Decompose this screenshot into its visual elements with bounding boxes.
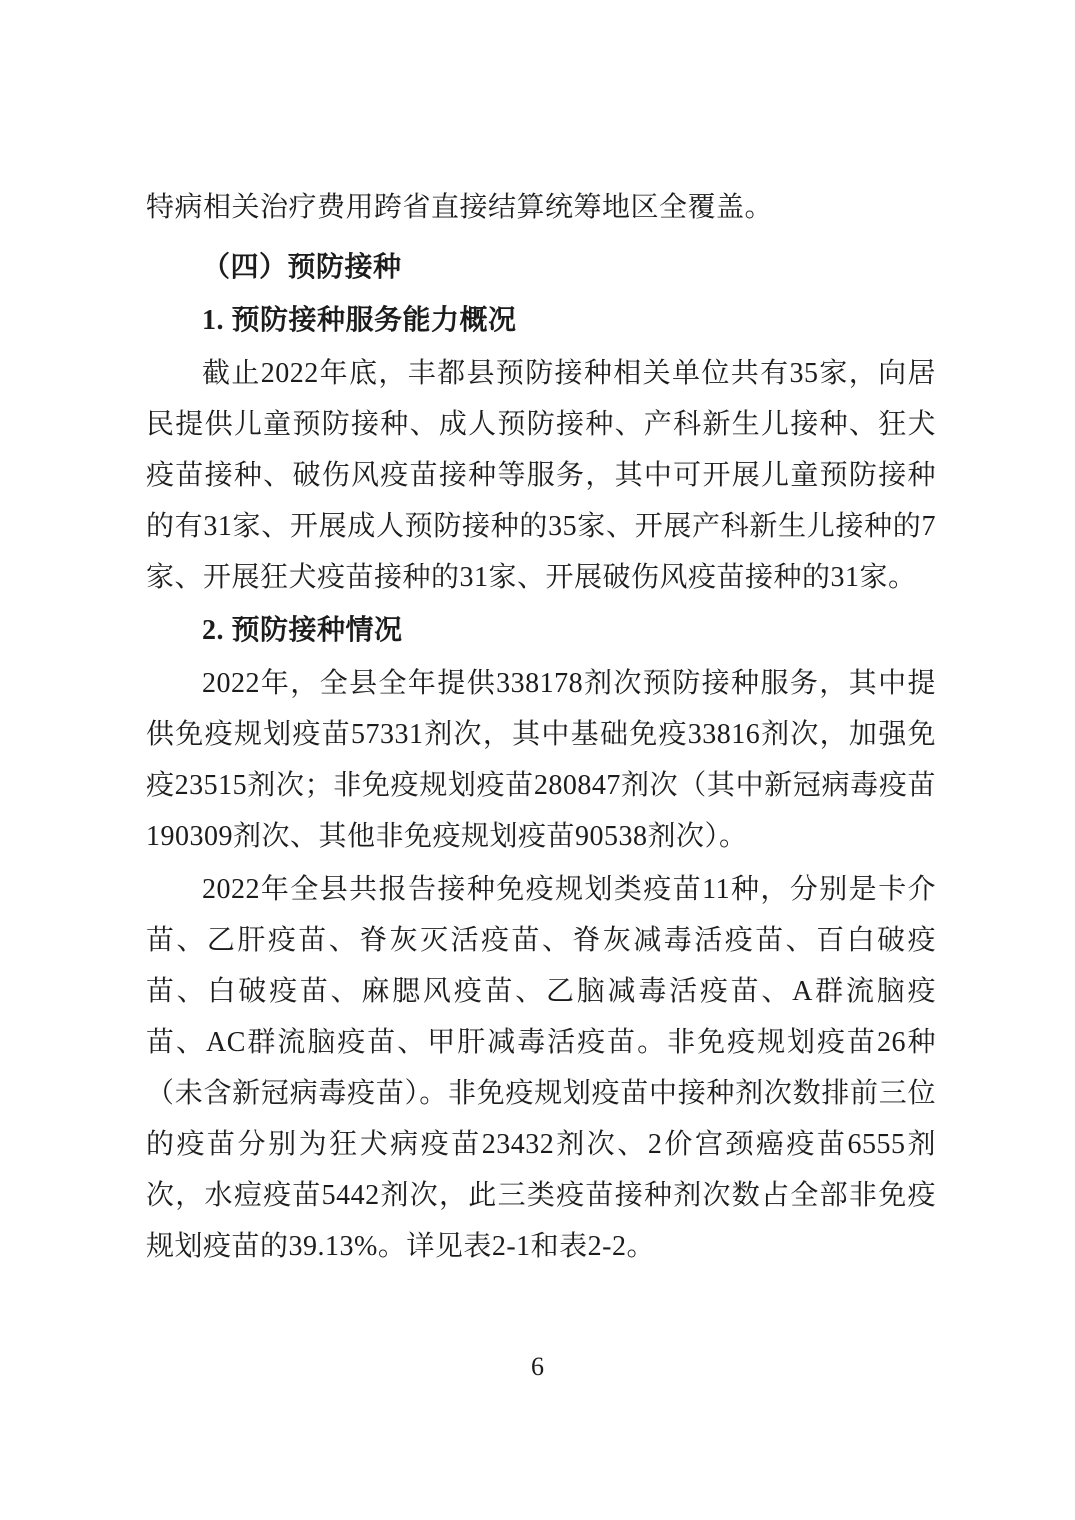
- paragraph-vaccination-doses: 2022年，全县全年提供338178剂次预防接种服务，其中提供免疫规划疫苗57331剂次，其中基础免疫33816剂次，加强免疫23515剂次；非免疫规划疫苗280847剂次（其中新冠病毒疫苗190309剂次、其他非免疫规划疫苗90538剂次）。: [146, 668, 936, 852]
- section-heading-prevention-vaccination: （四）预防接种: [202, 252, 402, 283]
- continuation-paragraph: 特病相关治疗费用跨省直接结算统筹地区全覆盖。: [146, 192, 774, 223]
- page-number: 6: [531, 1352, 544, 1381]
- subsection-heading-service-capacity: 1. 预防接种服务能力概况: [202, 305, 517, 336]
- paragraph-service-capacity: 截止2022年底，丰都县预防接种相关单位共有35家，向居民提供儿童预防接种、成人预防接种、产科新生儿接种、狂犬疫苗接种、破伤风疫苗接种等服务，其中可开展儿童预防接种的有31家、开展成人预防接种的35家、开展产科新生儿接种的7家、开展狂犬疫苗接种的31家、开展破伤风疫苗接种的31家。: [146, 358, 936, 593]
- paragraph-vaccine-types: 2022年全县共报告接种免疫规划类疫苗11种，分别是卡介苗、乙肝疫苗、脊灰灭活疫苗、脊灰减毒活疫苗、百白破疫苗、白破疫苗、麻腮风疫苗、乙脑减毒活疫苗、A群流脑疫苗、AC群流脑疫苗、甲肝减毒活疫苗。非免疫规划疫苗26种（未含新冠病毒疫苗）。非免疫规划疫苗中接种剂次数排前三位的疫苗分别为狂犬病疫苗23432剂次、2价宫颈癌疫苗6555剂次，水痘疫苗5442剂次，此三类疫苗接种剂次数占全部非免疫规划疫苗的39.13%。详见表2-1和表2-2。: [146, 874, 936, 1262]
- subsection-heading-vaccination-status: 2. 预防接种情况: [202, 615, 403, 646]
- document-body: [146, 182, 936, 1272]
